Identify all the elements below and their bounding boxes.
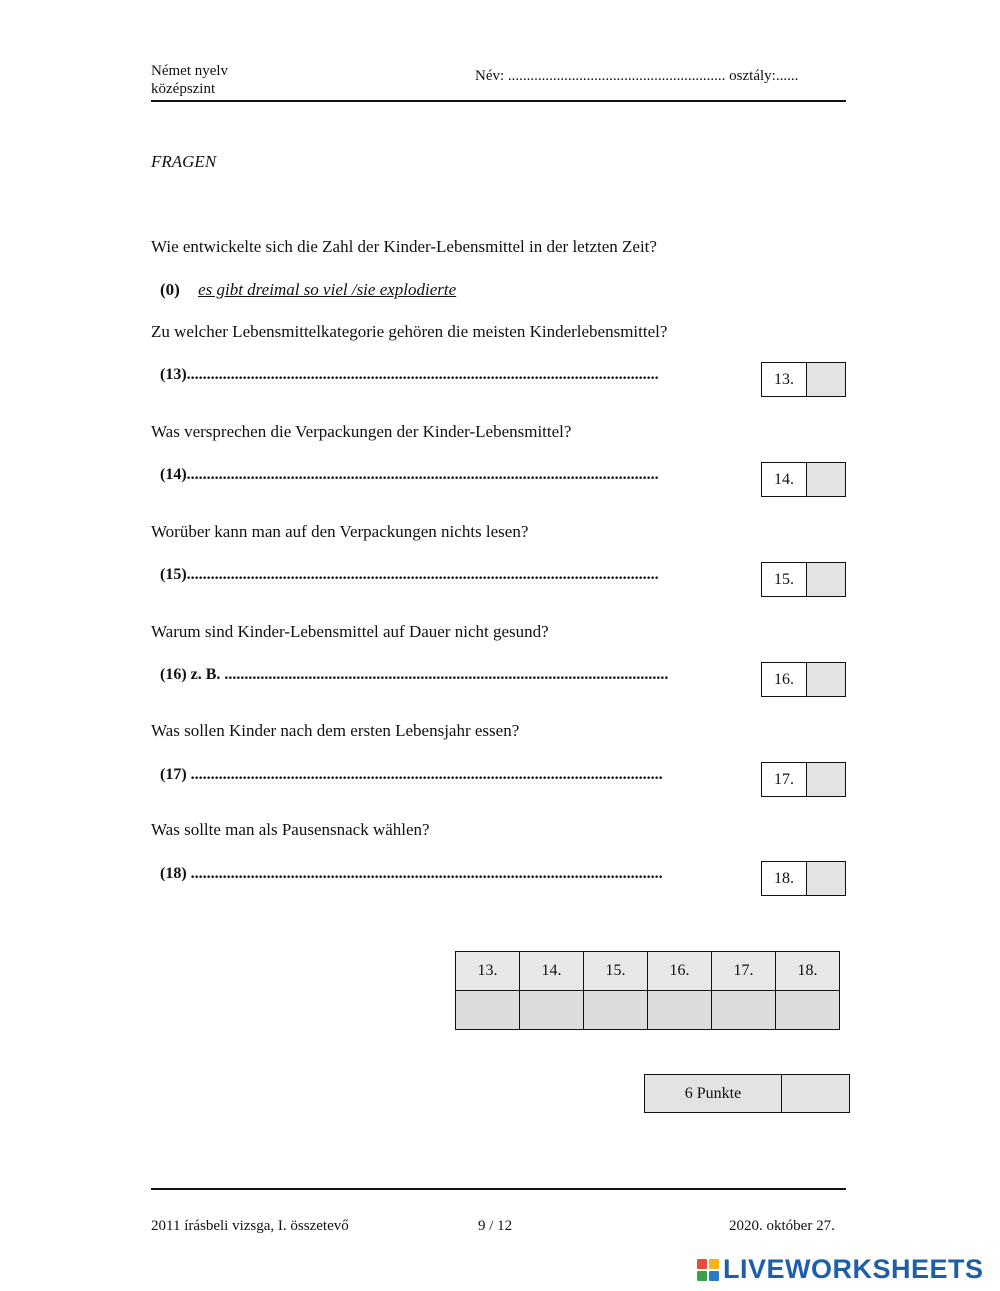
header-divider	[151, 100, 846, 102]
total-points-label: 6 Punkte	[645, 1075, 782, 1112]
score-box-label: 18.	[762, 862, 807, 895]
score-cell[interactable]	[807, 563, 845, 596]
score-box-13	[761, 362, 846, 397]
total-points-cell[interactable]	[782, 1075, 849, 1112]
section-title: FRAGEN	[151, 152, 217, 171]
name-field[interactable]: Név: .......................................................... osztály:......	[475, 68, 799, 84]
question-15: Worüber kann man auf den Verpackungen nichts lesen?	[151, 522, 529, 541]
example-answer-text: es gibt dreimal so viel /sie explodierte	[198, 280, 457, 299]
score-box-15	[761, 562, 846, 597]
total-points-box	[644, 1074, 850, 1113]
footer-page-number: 9 / 12	[478, 1218, 513, 1234]
summary-score-cell[interactable]	[584, 991, 648, 1030]
answer-line-13[interactable]: (13)......................................................................................................................	[160, 366, 659, 383]
summary-score-cell[interactable]	[648, 991, 712, 1030]
score-box-label: 13.	[762, 363, 807, 396]
summary-header-13: 13.	[456, 952, 520, 991]
score-cell[interactable]	[807, 463, 845, 496]
summary-header-17: 17.	[712, 952, 776, 991]
logo-square	[697, 1271, 707, 1281]
summary-header-16: 16.	[648, 952, 712, 991]
score-box-14	[761, 462, 846, 497]
answer-line-14[interactable]: (14)......................................................................................................................	[160, 466, 659, 483]
summary-header-15: 15.	[584, 952, 648, 991]
summary-header-18: 18.	[776, 952, 840, 991]
liveworksheets-logo	[697, 1254, 984, 1285]
logo-square	[709, 1259, 719, 1269]
score-box-label: 16.	[762, 663, 807, 696]
score-box-17	[761, 762, 846, 797]
question-18: Was sollte man als Pausensnack wählen?	[151, 820, 430, 839]
footer-exam-label: 2011 írásbeli vizsga, I. összetevő	[151, 1218, 349, 1234]
score-cell[interactable]	[807, 663, 845, 696]
answer-line-15[interactable]: (15)......................................................................................................................	[160, 566, 659, 583]
question-17: Was sollen Kinder nach dem ersten Lebensjahr essen?	[151, 721, 520, 740]
score-box-label: 17.	[762, 763, 807, 796]
score-box-label: 14.	[762, 463, 807, 496]
summary-score-cell[interactable]	[776, 991, 840, 1030]
example-question: Wie entwickelte sich die Zahl der Kinder-Lebensmittel in der letzten Zeit?	[151, 237, 657, 256]
example-number: (0)	[160, 280, 180, 299]
liveworksheets-logo-icon	[697, 1259, 719, 1281]
liveworksheets-logo-text: LIVEWORKSHEETS	[723, 1254, 984, 1284]
answer-line-18[interactable]: (18) ......................................................................................................................	[160, 865, 663, 882]
score-box-18	[761, 861, 846, 896]
summary-header-14: 14.	[520, 952, 584, 991]
score-box-label: 15.	[762, 563, 807, 596]
subject-line-1: Német nyelv	[151, 63, 229, 79]
summary-score-cell[interactable]	[456, 991, 520, 1030]
answer-line-16[interactable]: (16) z. B. ...............................................................................................................	[160, 666, 669, 683]
logo-square	[709, 1271, 719, 1281]
summary-score-table	[455, 951, 840, 1030]
logo-square	[697, 1259, 707, 1269]
summary-score-cell[interactable]	[712, 991, 776, 1030]
score-cell[interactable]	[807, 363, 845, 396]
footer-date: 2020. október 27.	[729, 1218, 835, 1234]
subject-label	[151, 62, 228, 98]
question-14: Was versprechen die Verpackungen der Kinder-Lebensmittel?	[151, 422, 572, 441]
example-answer	[160, 280, 456, 300]
summary-score-cell[interactable]	[520, 991, 584, 1030]
question-16: Warum sind Kinder-Lebensmittel auf Dauer nicht gesund?	[151, 622, 549, 641]
score-cell[interactable]	[807, 862, 845, 895]
answer-line-17[interactable]: (17) ......................................................................................................................	[160, 766, 663, 783]
subject-line-2: középszint	[151, 81, 216, 97]
score-cell[interactable]	[807, 763, 845, 796]
footer-divider	[151, 1188, 846, 1190]
score-box-16	[761, 662, 846, 697]
question-13: Zu welcher Lebensmittelkategorie gehören die meisten Kinderlebensmittel?	[151, 322, 668, 341]
